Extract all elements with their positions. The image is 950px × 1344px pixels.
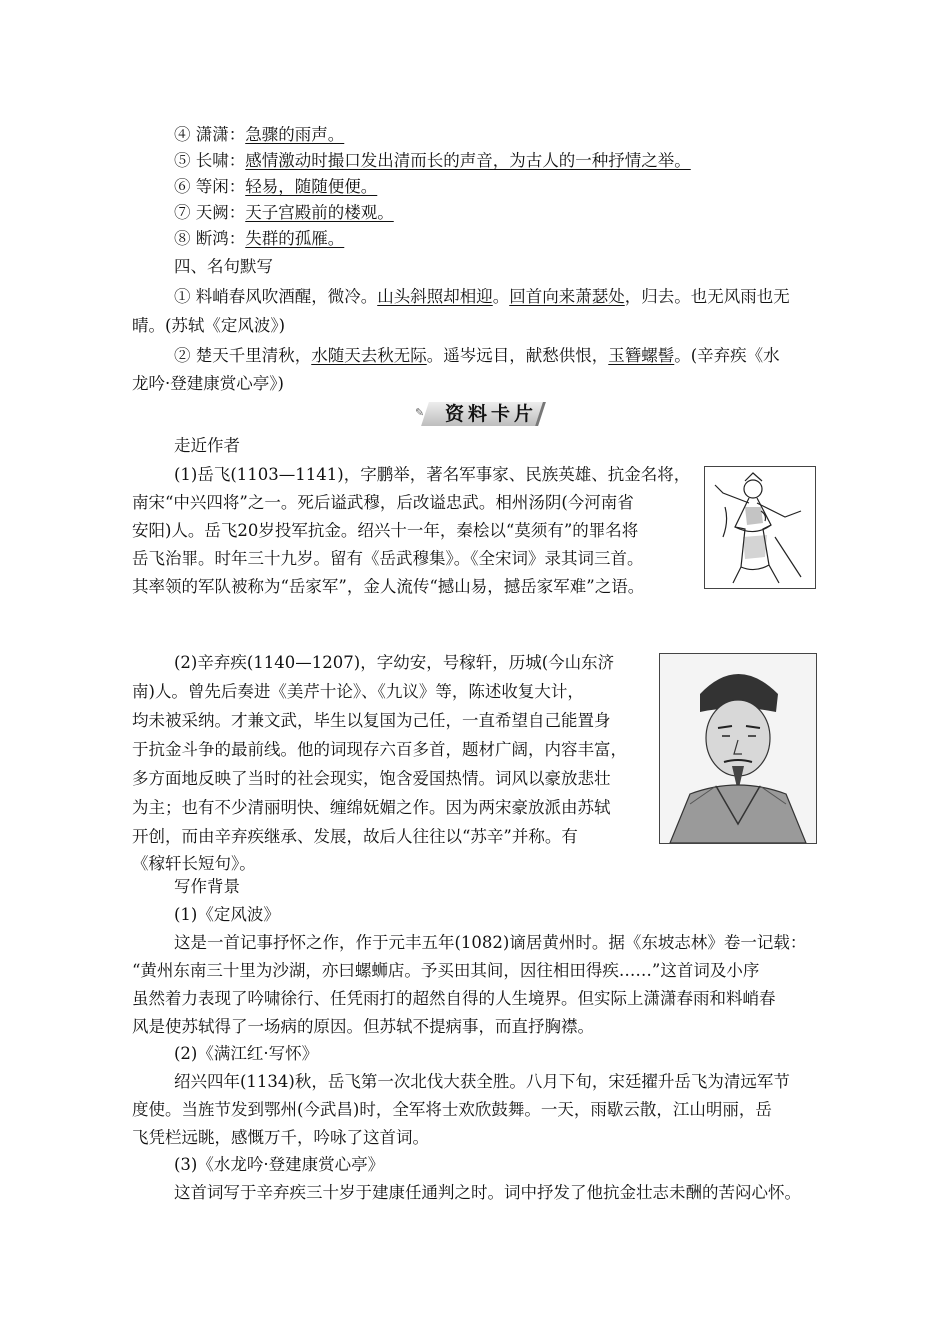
xinqiji-portrait [659, 653, 817, 844]
yuefei-portrait [704, 466, 816, 589]
vocab-item [174, 201, 394, 225]
quote-text: 。(辛弃疾《水 [674, 346, 780, 365]
vocab-term: 长啸： [195, 151, 246, 170]
vocab-term: 断鸿： [195, 229, 246, 248]
paragraph-line: 开创，而由辛弃疾继承、发展，故后人往往以“苏辛”并称。有 [132, 827, 578, 846]
paragraph-line: (1)岳飞(1103—1141)，字鹏举，著名军事家、民族英雄、抗金名将， [174, 465, 691, 484]
vocab-number: ⑤ [174, 151, 191, 170]
quote-text: ，归去。也无风雨也无 [624, 287, 790, 306]
quote-line [174, 344, 780, 368]
paragraph-line: 于抗金斗争的最前线。他的词现存六百多首，题材广阔，内容丰富， [132, 740, 627, 759]
info-card-banner [415, 400, 541, 428]
pencil-icon: ✎ [415, 406, 425, 419]
work-title: (1)《定风波》 [174, 905, 280, 924]
quote-text: ① 料峭春风吹酒醒，微冷。 [174, 287, 378, 306]
vocab-definition: 轻易，随随便便。 [245, 177, 378, 196]
section-heading: 四、名句默写 [174, 257, 273, 276]
paragraph-line: “黄州东南三十里为沙湖，亦曰螺蛳店。予买田其间，因往相田得疾……”这首词及小序 [132, 961, 760, 980]
quote-line: 晴。(苏轼《定风波》) [132, 316, 286, 335]
vocab-definition: 天子宫殿前的楼观。 [245, 203, 394, 222]
vocab-number: ⑧ [174, 229, 191, 248]
vocab-definition: 感情激动时撮口发出清而长的声音，为古人的一种抒情之举。 [245, 151, 691, 170]
quote-answer: 回首向来萧瑟处 [509, 287, 625, 306]
paragraph-line: 安阳)人。岳飞20岁投军抗金。绍兴十一年，秦桧以“莫须有”的罪名将 [132, 521, 639, 540]
paragraph-line: 均未被采纳。才兼文武，毕生以复国为己任，一直希望自己能置身 [132, 711, 611, 730]
vocab-number: ⑦ [174, 203, 191, 222]
quote-line: 龙吟·登建康赏心亭》) [132, 374, 284, 393]
vocab-term: 天阙： [195, 203, 246, 222]
paragraph-line: 南宋“中兴四将”之一。死后谥武穆，后改谥忠武。相州汤阴(今河南省 [132, 493, 634, 512]
quote-text: 。遥岑远目，献愁供恨， [426, 346, 609, 365]
vocab-definition: 失群的孤雁。 [245, 229, 345, 248]
paragraph-line: 风是使苏轼得了一场病的原因。但苏轼不提病事，而直抒胸襟。 [132, 1017, 594, 1036]
vocab-number: ④ [174, 125, 191, 144]
paragraph-line: 南)人。曾先后奏进《美芹十论》、《九议》等，陈述收复大计， [132, 682, 584, 701]
paragraph-line: 《稼轩长短句》。 [132, 854, 256, 873]
quote-line [174, 285, 790, 309]
vocab-number: ⑥ [174, 177, 191, 196]
paragraph-line: 为主；也有不少清丽明快、缠绵妩媚之作。因为两宋豪放派由苏轼 [132, 798, 611, 817]
paragraph-line: 这是一首记事抒怀之作，作于元丰五年(1082)谪居黄州时。据《东坡志林》卷一记载： [174, 933, 807, 952]
paragraph-line: 岳飞治罪。时年三十九岁。留有《岳武穆集》。《全宋词》录其词三首。 [132, 549, 644, 568]
subsection-heading: 写作背景 [174, 877, 240, 896]
vocab-term: 潇潇： [195, 125, 246, 144]
quote-text: ② 楚天千里清秋， [174, 346, 312, 365]
quote-answer: 玉簪螺髻 [608, 346, 675, 365]
vocab-item [174, 227, 344, 251]
warrior-illustration [705, 467, 815, 588]
quote-text: 。 [492, 287, 510, 306]
quote-answer: 山头斜照却相迎 [377, 287, 493, 306]
banner-title: 资料卡片 [445, 403, 538, 425]
work-title: (3)《水龙吟·登建康赏心亭》 [174, 1155, 385, 1174]
vocab-item [174, 149, 691, 173]
scholar-illustration [660, 654, 816, 843]
vocab-term: 等闲： [195, 177, 246, 196]
paragraph-line: (2)辛弃疾(1140—1207)，字幼安，号稼轩，历城(今山东济 [174, 653, 615, 672]
paragraph-line: 这首词写于辛弃疾三十岁于建康任通判之时。词中抒发了他抗金壮志未酬的苦闷心怀。 [174, 1183, 801, 1202]
paragraph-line: 绍兴四年(1134)秋，岳飞第一次北伐大获全胜。八月下旬，宋廷擢升岳飞为清远军节 [174, 1072, 790, 1091]
quote-answer: 水随天去秋无际 [311, 346, 427, 365]
paragraph-line: 其率领的军队被称为“岳家军”，金人流传“撼山易，撼岳家军难”之语。 [132, 577, 645, 596]
paragraph-line: 多方面地反映了当时的社会现实，饱含爱国热情。词风以豪放悲壮 [132, 769, 611, 788]
vocab-definition: 急骤的雨声。 [245, 125, 345, 144]
work-title: (2)《满江红·写怀》 [174, 1044, 319, 1063]
vocab-item [174, 175, 377, 199]
vocab-item [174, 123, 344, 147]
paragraph-line: 度使。当旌节发到鄂州(今武昌)时，全军将士欢欣鼓舞。一天，雨歇云散，江山明丽，岳 [132, 1100, 772, 1119]
subsection-heading: 走近作者 [174, 436, 240, 455]
paragraph-line: 虽然着力表现了吟啸徐行、任凭雨打的超然自得的人生境界。但实际上潇潇春雨和料峭春 [132, 989, 776, 1008]
paragraph-line: 飞凭栏远眺，感慨万千，吟咏了这首词。 [132, 1128, 429, 1147]
